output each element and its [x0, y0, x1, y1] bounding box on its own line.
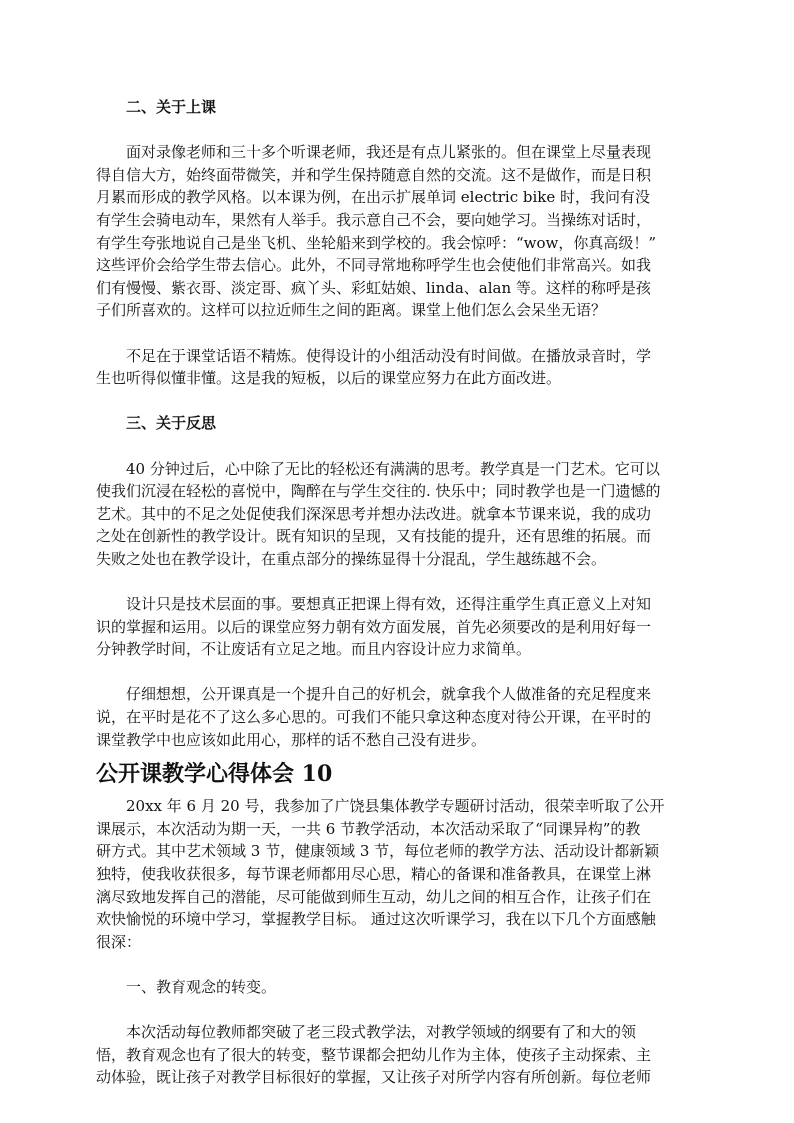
text-line: 识的掌握和运用。以后的课堂应努力朝有效方面发展，首先必须要改的是利用好每一: [96, 617, 652, 636]
text-line: 课堂教学中也应该如此用心，那样的话不愁自己没有进步。: [96, 730, 487, 749]
text-line: 有学生会骑电动车，果然有人举手。我示意自己不会，要向她学习。当操练对话时，: [96, 210, 652, 229]
text-line: 仔细想想，公开课真是一个提升自己的好机会，就拿我个人做准备的充足程度来: [126, 685, 652, 704]
subheading-education-concept: 一、教育观念的转变。: [126, 977, 277, 996]
paragraph-education-concept: [96, 1021, 696, 1089]
text-line: 悟，教育观念也有了很大的转变，整节课都会把幼儿作为主体，使孩子主动探索、主: [96, 1045, 652, 1064]
paragraph-activity-intro: [96, 795, 696, 953]
text-line: 这些评价会给学生带去信心。此外，不同寻常地称呼学生也会使他们非常高兴。如我: [96, 256, 652, 275]
text-line: 独特，使我收获很多，每节课老师都用尽心思，精心的备课和准备教具，在课堂上淋: [96, 865, 652, 883]
text-line: 艺术。其中的不足之处促使我们深深思考并想办法改进。就拿本节课来说，我的成功: [96, 504, 652, 523]
text-line: 们有慢慢、紫衣哥、淡定哥、疯丫头、彩虹姑娘、linda、alan 等。这样的称呼是孩: [96, 278, 651, 297]
paragraph-shortcomings: [96, 345, 696, 390]
paragraph-design: [96, 593, 696, 661]
document-page: [96, 96, 696, 1089]
text-line: 不足在于课堂话语不精炼。使得设计的小组活动没有时间做。在播放录音时，学: [126, 346, 652, 365]
text-line: 月累而形成的教学风格。以本课为例，在出示扩展单词 electric bike 时，我问有没: [96, 188, 651, 207]
text-line: 课展示，本次活动为期一天，一共 6 节教学活动，本次活动采取了“同课异构”的教: [96, 819, 641, 838]
text-line: 生也听得似懂非懂。这是我的短板，以后的课堂应努力在此方面改进。: [96, 369, 562, 388]
text-line: 动体验，既让孩子对教学目标很好的掌握，又让孩子对所学内容有所创新。每位老师: [96, 1068, 652, 1087]
text-line: 之处在创新性的教学设计。既有知识的呈现，又有技能的提升，还有思维的拓展。而: [96, 527, 652, 546]
text-line: 漓尽致地发挥自己的潜能，尽可能做到师生互动，幼儿之间的相互合作，让孩子们在: [96, 887, 652, 906]
paragraph-class-performance: [96, 141, 696, 322]
text-line: 面对录像老师和三十多个听课老师，我还是有点儿紧张的。但在课堂上尽量表现: [126, 143, 652, 162]
text-line: 欢快愉悦的环境中学习，掌握教学目标。 通过这次听课学习，我在以下几个方面感触: [96, 910, 656, 929]
text-line: 使我们沉浸在轻松的喜悦中，陶醉在与学生交往的. 快乐中；同时教学也是一门遗憾的: [96, 482, 661, 501]
section-heading-reflection: 三、关于反思: [126, 414, 217, 433]
paragraph-reflection: [96, 458, 696, 571]
text-line: 本次活动每位教师都突破了老三段式教学法，对教学领域的纲要有了和大的领: [126, 1023, 637, 1042]
text-line: 有学生夸张地说自己是坐飞机、坐轮船来到学校的。我会惊呼：“wow，你真高级！”: [96, 233, 657, 252]
text-line: 得自信大方，始终面带微笑，并和学生保持随意自然的交流。这不是做作，而是日积: [96, 165, 652, 184]
paragraph-opportunity: [96, 683, 696, 751]
text-line: 20xx 年 6 月 20 号，我参加了广饶县集体教学专题研讨活动，很荣幸听取了公开: [126, 797, 665, 816]
text-line: 子们所喜欢的。这样可以拉近师生之间的距离。课堂上他们怎么会呆坐无语？: [96, 301, 607, 320]
text-line: 很深：: [96, 932, 142, 951]
text-line: 研方式。其中艺术领域 3 节，健康领域 3 节，每位老师的教学方法、活动设计都新颖: [96, 842, 660, 861]
text-line: 失败之处也在教学设计，在重点部分的操练显得十分混乱，学生越练越不会。: [96, 549, 607, 568]
text-line: 40 分钟过后，心中除了无比的轻松还有满满的思考。教学真是一门艺术。它可以: [126, 459, 660, 478]
text-line: 说，在平时是花不了这么多心思的。可我们不能只拿这种态度对待公开课，在平时的: [96, 708, 652, 727]
article-title: 公开课教学心得体会 10: [96, 761, 333, 788]
text-line: 分钟教学时间，不让废话有立足之地。而且内容设计应力求简单。: [96, 640, 532, 659]
section-heading-class: 二、关于上课: [126, 98, 217, 116]
text-line: 设计只是技术层面的事。要想真正把课上得有效，还得注重学生真正意义上对知: [126, 595, 652, 614]
